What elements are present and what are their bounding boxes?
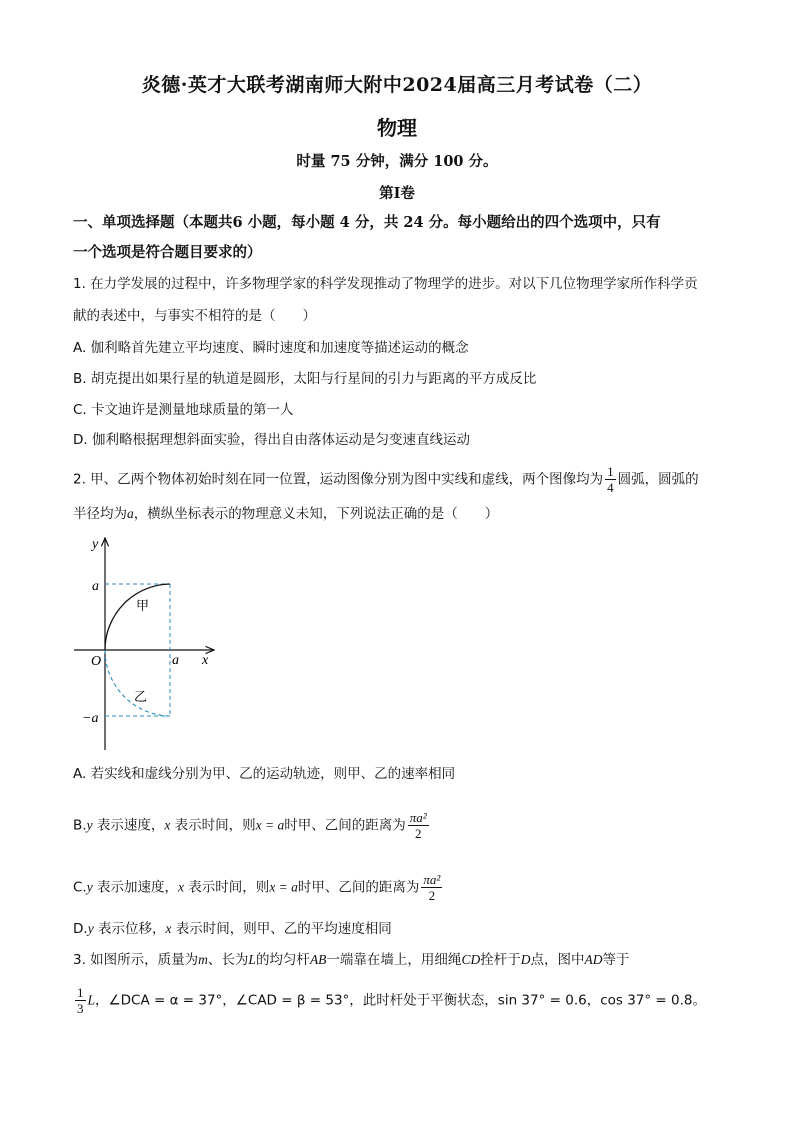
q2-stem-cont: 半径均为a，横纵坐标表示的物理意义未知，下列说法正确的是（ ） — [73, 506, 499, 522]
dashed-curve-label: 乙 — [134, 689, 148, 704]
q1-stem: 1. 在力学发展的过程中，许多物理学家的科学发现推动了物理学的进步。对以下几位物理学家所作科学贡 — [73, 276, 698, 292]
exam-title: 炎德·英才大联考湖南师大附中2024届高三月考试卷（二） — [141, 74, 653, 96]
q2-option-d: D.y 表示位移，x 表示时间，则甲、乙的平均速度相同 — [73, 921, 392, 937]
q1-option-b: B. 胡克提出如果行星的轨道是圆形，太阳与行星间的引力与距离的平方成反比 — [73, 371, 537, 387]
x-mark-label: a — [172, 653, 179, 668]
dashed-arc — [105, 650, 170, 716]
q1-option-d: D. 伽利略根据理想斜面实验，得出自由落体运动是匀变速直线运动 — [73, 432, 470, 448]
q2-option-a: A. 若实线和虚线分别为甲、乙的运动轨迹，则甲、乙的速率相同 — [73, 766, 456, 782]
y-bottom-label: −a — [82, 711, 99, 726]
q3-stem: 3. 如图所示，质量为m、长为L的均匀杆AB一端靠在墙上，用细绳CD拴杆于D点，图中AD等于 — [73, 952, 630, 968]
time-info: 时量 75 分钟，满分 100 分。 — [296, 153, 498, 170]
q2-option-c: C.y 表示加速度，x 表示时间，则x = a时甲、乙间的距离为 $\frac{\text{πa²}}{2}$ — [73, 872, 441, 903]
q2-stem-text: 2. 甲、乙两个物体初始时刻在同一位置，运动图像分别为图中实线和虚线，两个图像均为 — [73, 471, 604, 488]
subject-title: 物理 — [377, 116, 417, 140]
q2-stem-text-2: 圆弧，圆弧的 — [617, 471, 699, 488]
section-heading-cont: 一个选项是符合题目要求的） — [73, 244, 262, 261]
section-heading: 一、单项选择题（本题共6 小题，每小题 4 分，共 24 分。每小题给出的四个选项中，只有 — [73, 214, 661, 231]
q3-stem-cont: $\frac{1}{3}$ L，∠DCA = α = 37°，∠CAD = β = 53°，此时杆处于平衡状态，sin 37° = 0.6，cos 37° = 0.8。 — [77, 985, 707, 1016]
q1-stem-cont: 献的表述中，与事实不相符的是（ ） — [73, 308, 316, 324]
origin-label: O — [91, 654, 102, 669]
one-third-fraction: $\frac{1}{3}$ — [77, 985, 84, 1016]
pi-a-squared-over-2: $\frac{\text{πa²}}{2}$ — [423, 872, 441, 903]
volume-label: 第I卷 — [379, 185, 415, 202]
y-axis-label: y — [92, 537, 99, 552]
q2-figure — [70, 532, 230, 757]
solid-curve-label: 甲 — [136, 598, 150, 613]
pi-a-squared-over-2: $\frac{\text{πa²}}{2}$ — [409, 810, 427, 841]
q2-option-b: B.y 表示速度，x 表示时间，则x = a时甲、乙间的距离为 $\frac{\text{πa²}}{2}$ — [73, 810, 427, 841]
x-axis-label: x — [202, 653, 209, 668]
q1-option-a: A. 伽利略首先建立平均速度、瞬时速度和加速度等描述运动的概念 — [73, 340, 469, 356]
solid-arc — [105, 584, 170, 650]
q2-quarter-fraction: $\frac{1}{4}$ — [607, 464, 614, 495]
q1-option-c: C. 卡文迪许是测量地球质量的第一人 — [73, 402, 294, 418]
y-top-label: a — [92, 579, 99, 594]
q2-stem — [73, 464, 721, 495]
